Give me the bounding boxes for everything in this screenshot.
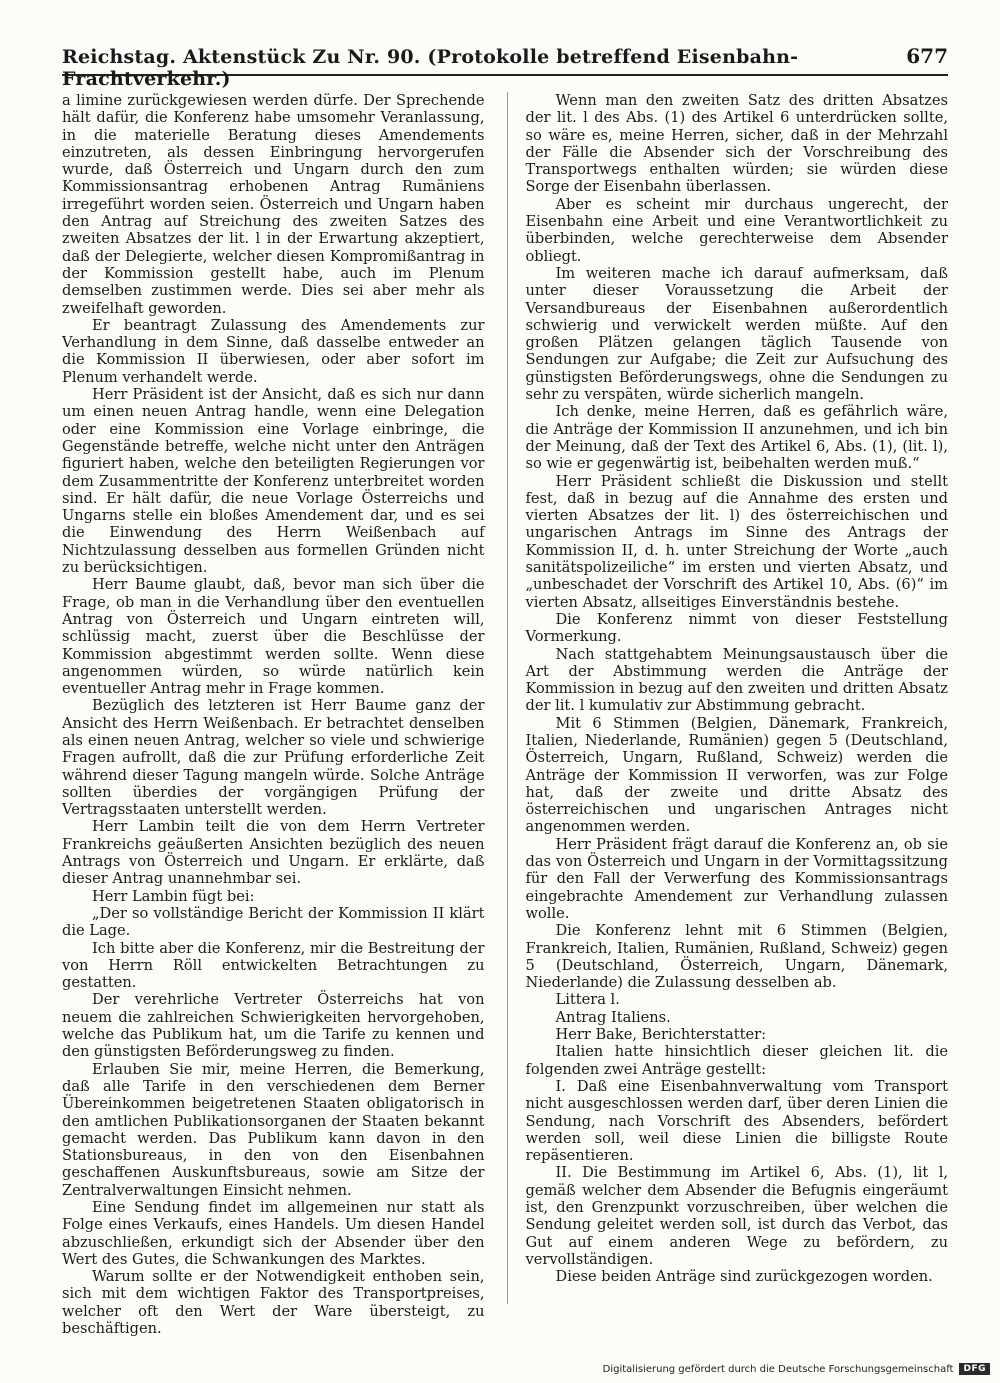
running-header — [62, 44, 948, 90]
paragraph: II. Die Bestimmung im Artikel 6, Abs. (1), lit l, gemäß welcher dem Absender die Befugnis eingeräumt ist, den Grenzpunkt vorzuschreiben, über welchen die Sendung geleitet werden soll, ist durch das Verbot, das Gut auf einem anderen Wege zu befördern, zu vervollständigen. — [525, 1164, 948, 1268]
digitization-footer — [603, 1363, 990, 1375]
paragraph: Der verehrliche Vertreter Österreichs hat von neuem die zahlreichen Schwierigkeiten hervorgehoben, welche das Publikum hat, um die Tarife zu kennen und den günstigsten Beförderungsweg zu finden. — [62, 991, 485, 1061]
paragraph: Herr Präsident ist der Ansicht, daß es sich nur dann um einen neuen Antrag handle, wenn eine Delegation oder eine Kommission eine Vorlage einbringe, die Gegenstände betreffe, welche nicht unter den Anträgen figuriert haben, welche den beteiligten Regierungen vor dem Zusammentritte der Konferenz unterbreitet worden sind. Er hält dafür, die neue Vorlage Österreichs und Ungarns stelle ein bloßes Amendement dar, und es sei die Einwendung des Herrn Weißenbach auf Nichtzulassung desselben aus formellen Gründen nicht zu berücksichtigen. — [62, 386, 485, 577]
paragraph: Aber es scheint mir durchaus ungerecht, der Eisenbahn eine Arbeit und eine Verantwortlichkeit zu überbinden, welche gerechterweise dem Absender obliegt. — [525, 195, 948, 265]
paragraph: Wenn man den zweiten Satz des dritten Absatzes der lit. l des Abs. (1) des Artikel 6 unterdrücken sollte, so wäre es, meine Herren, sicher, daß in der Mehrzahl der Fälle die Absender sich der Vorschreibung des Transportwegs enthalten würden; sie würden diese Sorge der Eisenbahn überlassen. — [525, 92, 948, 196]
right-column — [507, 92, 949, 1304]
paragraph: Die Konferenz lehnt mit 6 Stimmen (Belgien, Frankreich, Italien, Rumänien, Rußland, Schweiz) gegen 5 (Deutschland, Österreich, Ungarn, Dänemark, Niederlande) die Zulassung desselben ab. — [525, 922, 948, 992]
paragraph: Ich denke, meine Herren, daß es gefährlich wäre, die Anträge der Kommission II anzunehmen, und ich bin der Meinung, daß der Text des Artikel 6, Abs. (1), (lit. l), so wie er gegenwärtig ist, beibehalten werden muß.“ — [525, 403, 948, 473]
paragraph: I. Daß eine Eisenbahnverwaltung vom Transport nicht ausgeschlossen werden darf, über deren Linien die Sendung, nach Vorschrift des Absenders, befördert werden soll, weil diese Linien die billigste Route repäsentieren. — [525, 1077, 948, 1165]
section-heading: Antrag Italiens. — [555, 1008, 671, 1026]
running-title: Reichstag. Aktenstück Zu Nr. 90. (Protokolle betreffend Eisenbahn-Frachtverkehr.) — [62, 46, 799, 90]
paragraph: Italien hatte hinsichtlich dieser gleichen lit. die folgenden zwei Anträge gestellt: — [525, 1043, 948, 1078]
paragraph: Nach stattgehabtem Meinungsaustausch über die Art der Abstimmung werden die Anträge der Kommission in bezug auf den zweiten und dritten Absatz der lit. l kumulativ zur Abstimmung gebracht. — [525, 645, 948, 715]
paragraph: Erlauben Sie mir, meine Herren, die Bemerkung, daß alle Tarife in den verschiedenen dem Berner Übereinkommen beigetretenen Staaten obligatorisch in den amtlichen Publikationsorganen der Staaten bekannt gemacht werden. Das Publikum kann davon in den Stationsbureaus, in den von den Eisenbahnen geschaffenen Auskunftsbureaus, sowie am Sitze der Zentralverwaltungen Einsicht nehmen. — [62, 1060, 485, 1199]
funding-credit: Digitalisierung gefördert durch die Deutsche Forschungsgemeinschaft — [602, 1363, 954, 1375]
paragraph: Herr Baume glaubt, daß, bevor man sich über die Frage, ob man in die Verhandlung über den eventuellen Antrag von Österreich und Ungarn eintreten will, schlüssig macht, zuerst über die Beschlüsse der Kommission abgestimmt werden sollte. Wenn diese angenommen würden, so würde natürlich kein eventueller Antrag mehr in Frage kommen. — [62, 576, 485, 698]
paragraph: Die Konferenz nimmt von dieser Feststellung Vormerkung. — [525, 610, 948, 646]
paragraph: Er beantragt Zulassung des Amendements zur Verhandlung in dem Sinne, daß dasselbe entweder an die Kommission II überwiesen, oder aber sofort im Plenum verhandelt werde. — [62, 316, 485, 386]
paragraph: Herr Präsident frägt darauf die Konferenz an, ob sie das von Österreich und Ungarn in der Vormittagssitzung für den Fall der Verwerfung des Kommissionsantrags eingebrachte Amendement zur Verhandlung zulassen wolle. — [525, 835, 948, 922]
section-heading: Littera l. — [555, 991, 620, 1009]
paragraph: Mit 6 Stimmen (Belgien, Dänemark, Frankreich, Italien, Niederlande, Rumänien) gegen 5 (Deutschland, Österreich, Ungarn, Rußland, Schweiz) werden die Anträge der Kommission II verworfen, was zur Folge hat, daß der zweite und dritte Absatz des österreichischen und ungarischen Antrages nicht angenommen werden. — [525, 714, 948, 836]
paragraph: Eine Sendung findet im allgemeinen nur statt als Folge eines Verkaufs, eines Handels. Um diesen Handel abzuschließen, erkundigt sich der Absender über den Wert des Gutes, die Schwankungen des Marktes. — [62, 1199, 485, 1268]
paragraph: „Der so vollständige Bericht der Kommission II klärt die Lage. — [62, 904, 485, 940]
paragraph: Warum sollte er der Notwendigkeit enthoben sein, sich mit dem wichtigen Faktor des Transportpreises, welcher oft den Wert der Ware übersteigt, zu beschäftigen. — [62, 1268, 485, 1338]
paragraph: Im weiteren mache ich darauf aufmerksam, daß unter dieser Voraussetzung die Arbeit der Versandbureaus der Eisenbahnen außerordentlich schwierig und verwickelt werden müßte. Auf den großen Plätzen gelangen täglich Tausende von Sendungen zur Aufgabe; die Zeit zur Aufsuchung des günstigsten Beförderungswegs, ohne die Sendungen zu sehr zu verspäten, würde sicherlich mangeln. — [525, 264, 948, 404]
dfg-logo-icon: DFG — [959, 1363, 990, 1375]
left-column — [62, 92, 485, 1338]
paragraph: Diese beiden Anträge sind zurückgezogen worden. — [555, 1268, 933, 1286]
paragraph: Herr Lambin teilt die von dem Herrn Vertreter Frankreichs geäußerten Ansichten bezüglich des neuen Antrags von Österreich und Ungarn. Er erklärte, daß dieser Antrag unannehmbar sei. — [62, 818, 485, 888]
paragraph: Ich bitte aber die Konferenz, mir die Bestreitung der von Herrn Röll entwickelten Betrachtungen zu gestatten. — [62, 939, 485, 992]
paragraph: Herr Lambin fügt bei: — [92, 887, 255, 905]
page-number: 677 — [906, 44, 948, 68]
text-columns — [62, 92, 948, 1338]
paragraph: Herr Bake, Berichterstatter: — [555, 1026, 767, 1044]
paragraph: Herr Präsident schließt die Diskussion und stellt fest, daß in bezug auf die Annahme des ersten und vierten Absatzes der lit. l) des österreichischen und ungarischen Antrags im Sinne des Antrags der Kommission II, d. h. unter Streichung der Worte „auch sanitätspolizeiliche“ im ersten und vierten Absatz, und „unbeschadet der Vorschrift des Artikel 10, Abs. (6)“ im vierten Absatz, allseitiges Einverständnis bestehe. — [525, 472, 948, 611]
paragraph: a limine zurückgewiesen werden dürfe. Der Sprechende hält dafür, die Konferenz habe umsomehr Veranlassung, in die materielle Beratung dieses Amendements einzutreten, als dessen Einbringung hervorgerufen wurde, daß Österreich und Ungarn durch den zum Kommissionsantrag erhobenen Antrag Rumäniens irregeführt worden seien. Österreich und Ungarn haben den Antrag auf Streichung des zweiten Satzes des zweiten Absatzes der lit. l in der Erwartung akzeptiert, daß der Delegierte, welcher diesen Kompromißantrag in der Kommission gestellt habe, auch im Plenum demselben zustimmen werde. Dies sei aber mehr als zweifelhaft geworden. — [62, 92, 485, 317]
paragraph: Bezüglich des letzteren ist Herr Baume ganz der Ansicht des Herrn Weißenbach. Er betrachtet denselben als einen neuen Antrag, welcher so viele und schwierige Fragen aufrollt, daß die zur Prüfung erforderliche Zeit während dieser Tagung mangeln würde. Solche Anträge sollten überdies der vorgängigen Prüfung der Vertragsstaaten unterstellt werden. — [62, 697, 485, 819]
